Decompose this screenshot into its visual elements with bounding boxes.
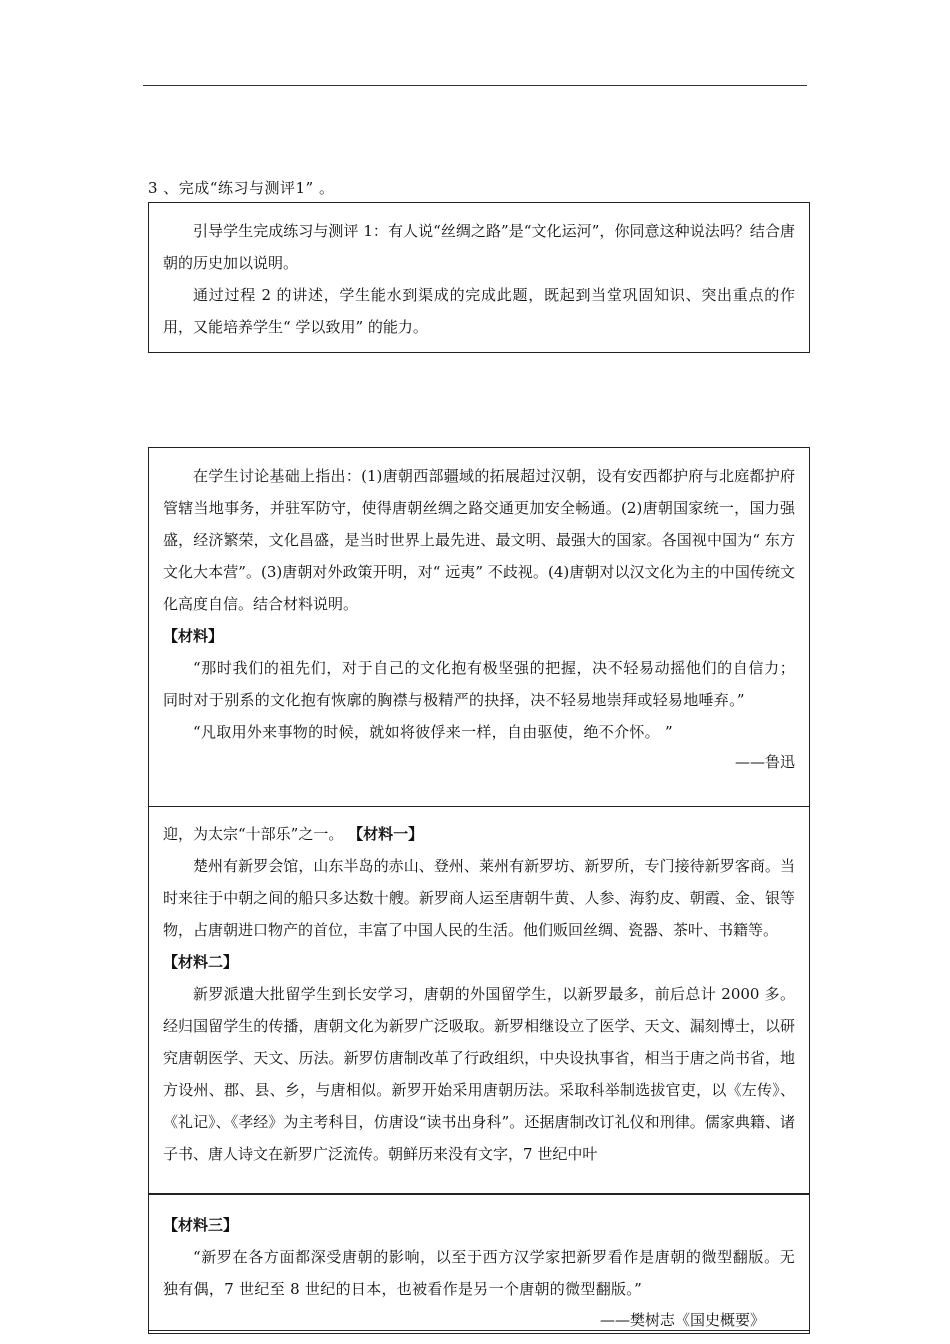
material-intro-line — [163, 818, 795, 850]
step-title: 3 、完成“练习与测评1” 。 — [148, 179, 335, 197]
discussion-box — [148, 447, 810, 807]
discussion-paragraph: 在学生讨论基础上指出：(1)唐朝西部疆域的拓展超过汉朝，设有安西都护府与北庭都护府管辖当地事务，并驻军防守，使得唐朝丝绸之路交通更加安全畅通。(2)唐朝国家统一，国力强盛，经济繁荣，文化昌盛，是当时世界上最先进、最文明、最强大的国家。各国视中国为“ 东方文化大本营”。(3)唐朝对外政策开明，对“ 远夷” 不歧视。(4)唐朝对以汉文化为主的中国传统文化高度自信。结合材料说明。 — [163, 467, 795, 613]
quote-1: “那时我们的祖先们，对于自己的文化抱有极坚强的把握，决不轻易动摇他们的自信力；同时对于别系的文化抱有恢廓的胸襟与极精严的抉择，决不轻易地崇拜或轻易地唾弃。” — [163, 659, 795, 709]
materials-box — [148, 790, 810, 1194]
material-heading: 【材料】 — [163, 627, 224, 645]
material-three-attribution: ——樊树志《国史概要》 — [599, 1311, 765, 1329]
material-one-heading: 【材料一】 — [348, 825, 424, 843]
material-three-heading: 【材料三】 — [163, 1216, 239, 1234]
header-rule — [143, 85, 807, 86]
quote-2: “凡取用外来事物的时候，就如将彼俘来一样，自由驱使，绝不介怀。 ” — [193, 723, 674, 741]
material-two-text: 新罗派遣大批留学生到长安学习，唐朝的外国留学生，以新罗最多，前后总计 2000 多。经归国留学生的传播，唐朝文化为新罗广泛吸取。新罗相继设立了医学、天文、漏刻博士，以研究唐朝医学、天文、历法。新罗仿唐制改革了行政组织，中央设执事省，相当于唐之尚书省，地方设州、郡、县、乡，与唐相似。新罗开始采用唐朝历法。采取科举制选拔官吏，以《左传》、《礼记》、《孝经》为主考科目，仿唐设“读书出身科”。还据唐制改订礼仪和刑律。儒家典籍、诸子书、唐人诗文在新罗广泛流传。朝鲜历来没有文字，7 世纪中叶 — [163, 985, 795, 1163]
guidance-paragraph-2: 通过过程 2 的讲述，学生能水到渠成的完成此题，既起到当堂巩固知识、突出重点的作用，又能培养学生“ 学以致用” 的能力。 — [163, 286, 795, 336]
material-two-heading: 【材料二】 — [163, 953, 239, 971]
guidance-box — [148, 202, 810, 353]
material-three-box — [148, 1194, 810, 1334]
guidance-paragraph-1: 引导学生完成练习与测评 1：有人说“丝绸之路”是“文化运河”，你同意这种说法吗？结合唐朝的历史加以说明。 — [163, 222, 795, 272]
quote-attribution: ——鲁迅 — [734, 753, 795, 771]
footer-rule — [148, 1330, 810, 1331]
material-one-text: 楚州有新罗会馆，山东半岛的赤山、登州、莱州有新罗坊、新罗所，专门接待新罗客商。当时来往于中朝之间的船只多达数十艘。新罗商人运至唐朝牛黄、人参、海豹皮、朝霞、金、银等物，占唐朝进口物产的首位，丰富了中国人民的生活。他们贩回丝绸、瓷器、茶叶、书籍等。 — [163, 857, 795, 939]
intro-text: 迎，为太宗“十部乐”之一。 — [163, 825, 344, 843]
material-three-quote: “新罗在各方面都深受唐朝的影响，以至于西方汉学家把新罗看作是唐朝的微型翻版。无独有偶，7 世纪至 8 世纪的日本，也被看作是另一个唐朝的微型翻版。” — [163, 1248, 795, 1298]
